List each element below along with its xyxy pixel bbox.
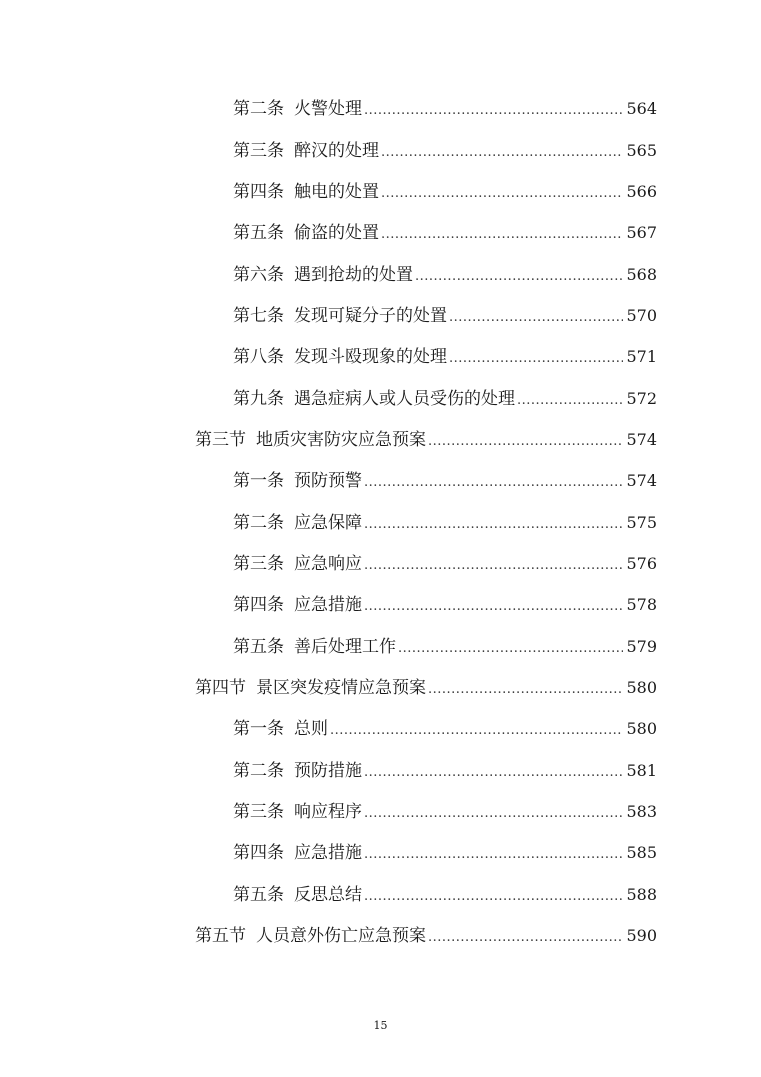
toc-entry[interactable] — [233, 593, 657, 617]
toc-entry[interactable] — [233, 841, 657, 865]
toc-entry[interactable] — [233, 759, 657, 783]
dot-leader — [364, 554, 623, 578]
toc-section-entry[interactable] — [195, 428, 657, 452]
toc-entry[interactable] — [233, 469, 657, 493]
toc-entry-label: 第四节 — [195, 678, 246, 698]
dot-leader — [398, 637, 623, 661]
toc-entry-page: 580 — [626, 678, 657, 697]
toc-entry-title: 醉汉的处理 — [294, 141, 379, 161]
toc-entry-page: 576 — [626, 554, 657, 573]
toc-entry[interactable] — [233, 387, 657, 411]
toc-entry-page: 578 — [626, 595, 657, 614]
toc-entry-page: 572 — [626, 389, 657, 408]
toc-entry[interactable] — [233, 304, 657, 328]
toc-entry[interactable] — [233, 552, 657, 576]
toc-entry[interactable] — [233, 800, 657, 824]
dot-leader — [364, 513, 623, 537]
toc-entry-page: 580 — [626, 719, 657, 738]
toc-entry-page: 564 — [626, 99, 657, 118]
dot-leader — [517, 389, 623, 413]
toc-entry-label: 第三条 — [233, 802, 284, 822]
toc-entry-label: 第二条 — [233, 99, 284, 119]
dot-leader — [364, 99, 623, 123]
toc-entry-label: 第七条 — [233, 306, 284, 326]
dot-leader — [364, 802, 623, 826]
toc-entry-title: 人员意外伤亡应急预案 — [256, 926, 426, 946]
toc-entry-label: 第五条 — [233, 885, 284, 905]
toc-entry[interactable] — [233, 221, 657, 245]
toc-entry-title: 触电的处置 — [294, 182, 379, 202]
toc-entry-label: 第五条 — [233, 637, 284, 657]
toc-entry-label: 第八条 — [233, 347, 284, 367]
toc-entry-title: 响应程序 — [294, 802, 362, 822]
toc-entry-label: 第二条 — [233, 761, 284, 781]
dot-leader — [364, 843, 623, 867]
toc-entry-page: 574 — [626, 430, 657, 449]
toc-entry[interactable] — [233, 345, 657, 369]
toc-entry-label: 第四条 — [233, 843, 284, 863]
dot-leader — [381, 182, 623, 206]
toc-section-entry[interactable] — [195, 676, 657, 700]
toc-entry-title: 发现可疑分子的处置 — [294, 306, 447, 326]
toc-entry-title: 应急响应 — [294, 554, 362, 574]
toc-entry-label: 第六条 — [233, 265, 284, 285]
toc-entry-title: 偷盗的处置 — [294, 223, 379, 243]
dot-leader — [449, 347, 623, 371]
toc-entry[interactable] — [233, 883, 657, 907]
dot-leader — [428, 430, 623, 454]
toc-entry-title: 善后处理工作 — [294, 637, 396, 657]
toc-section-entry[interactable] — [195, 924, 657, 948]
toc-entry[interactable] — [233, 180, 657, 204]
toc-entry-title: 遇到抢劫的处置 — [294, 265, 413, 285]
toc-entry-page: 565 — [626, 141, 657, 160]
toc-entry-title: 景区突发疫情应急预案 — [256, 678, 426, 698]
dot-leader — [381, 141, 623, 165]
dot-leader — [364, 885, 623, 909]
dot-leader — [330, 719, 623, 743]
toc-entry[interactable] — [233, 139, 657, 163]
toc-entry-page: 585 — [626, 843, 657, 862]
dot-leader — [428, 678, 623, 702]
dot-leader — [364, 595, 623, 619]
toc-entry-label: 第一条 — [233, 471, 284, 491]
toc-entry-label: 第三条 — [233, 141, 284, 161]
toc-entry-page: 574 — [626, 471, 657, 490]
toc-entry-page: 575 — [626, 513, 657, 532]
toc-entry-title: 总则 — [294, 719, 328, 739]
toc-entry[interactable] — [233, 263, 657, 287]
toc-entry-page: 567 — [626, 223, 657, 242]
toc-entry[interactable] — [233, 635, 657, 659]
page-number: 15 — [373, 1019, 388, 1032]
toc-entry-label: 第一条 — [233, 719, 284, 739]
toc-entry-title: 应急保障 — [294, 513, 362, 533]
toc-entry-title: 火警处理 — [294, 99, 362, 119]
toc-entry-title: 应急措施 — [294, 595, 362, 615]
toc-entry-page: 571 — [626, 347, 657, 366]
toc-entry-label: 第四条 — [233, 182, 284, 202]
toc-entry-title: 地质灾害防灾应急预案 — [256, 430, 426, 450]
dot-leader — [415, 265, 623, 289]
toc-entry-page: 568 — [626, 265, 657, 284]
toc-entry-page: 583 — [626, 802, 657, 821]
toc-entry[interactable] — [233, 511, 657, 535]
toc-entry-page: 581 — [626, 761, 657, 780]
toc-entry-title: 反思总结 — [294, 885, 362, 905]
dot-leader — [364, 761, 623, 785]
dot-leader — [381, 223, 623, 247]
dot-leader — [364, 471, 623, 495]
toc-entry-label: 第九条 — [233, 389, 284, 409]
toc-entry[interactable] — [233, 717, 657, 741]
toc-entry[interactable] — [233, 97, 657, 121]
toc-entry-page: 588 — [626, 885, 657, 904]
toc-entry-title: 预防措施 — [294, 761, 362, 781]
toc-entry-title: 遇急症病人或人员受伤的处理 — [294, 389, 515, 409]
dot-leader — [428, 926, 623, 950]
toc-entry-label: 第五条 — [233, 223, 284, 243]
toc-entry-label: 第三条 — [233, 554, 284, 574]
toc-entry-page: 579 — [626, 637, 657, 656]
toc-entry-page: 570 — [626, 306, 657, 325]
toc-entry-page: 590 — [626, 926, 657, 945]
toc-entry-title: 应急措施 — [294, 843, 362, 863]
toc-entry-label: 第五节 — [195, 926, 246, 946]
toc-entry-label: 第三节 — [195, 430, 246, 450]
dot-leader — [449, 306, 623, 330]
toc-entry-page: 566 — [626, 182, 657, 201]
toc-entry-title: 预防预警 — [294, 471, 362, 491]
toc-entry-title: 发现斗殴现象的处理 — [294, 347, 447, 367]
toc-entry-label: 第四条 — [233, 595, 284, 615]
toc-entry-label: 第二条 — [233, 513, 284, 533]
